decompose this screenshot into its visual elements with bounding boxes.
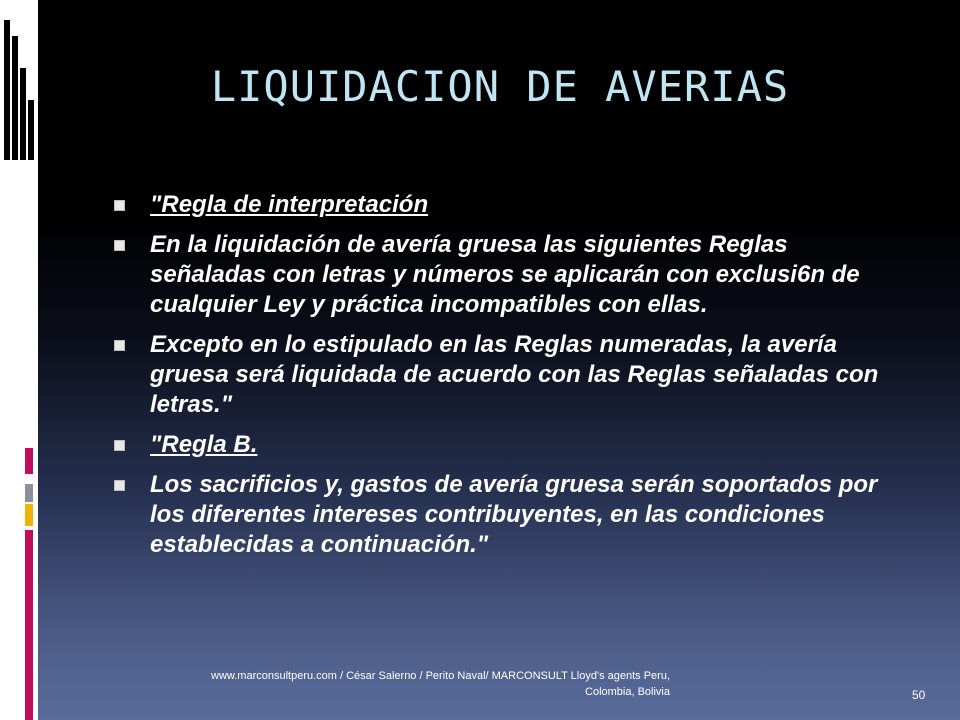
slide-title: LIQUIDACION DE AVERIAS [210,62,790,111]
footer-credit [100,668,670,700]
accent-bar-gray [25,484,33,502]
square-bullet-icon [114,240,125,251]
bullet-item [110,430,910,460]
decorative-bar [20,68,26,160]
footer-line: www.marconsultperu.com / César Salerno / Perito Naval/ MARCONSULT Lloyd's agents Peru, [211,670,670,682]
bullet-text: Los sacrificios y, gastos de avería gruesa serán soportados por los diferentes intereses contribuyentes, en las condiciones establecidas a continuación." [150,471,878,558]
bullet-item [110,330,910,420]
accent-bar-gold [25,504,33,526]
square-bullet-icon [114,200,125,211]
accent-bar-red [25,530,33,720]
accent-bar-red [25,448,33,474]
page-number: 50 [912,688,926,702]
footer-line: Colombia, Bolivia [585,686,670,698]
bullet-item [110,230,910,320]
left-decorative-strip [0,0,38,720]
bullet-item [110,190,910,220]
bullet-item [110,470,910,560]
bullet-text: Excepto en lo estipulado en las Reglas numeradas, la avería gruesa será liquidada de acuerdo con las Reglas señaladas con letras." [150,331,879,418]
square-bullet-icon [114,480,125,491]
bullet-text: "Regla B. [150,431,258,458]
square-bullet-icon [114,440,125,451]
square-bullet-icon [114,340,125,351]
bullet-text: En la liquidación de avería gruesa las siguientes Reglas señaladas con letras y números se aplicarán con exclusi6n de cualquier Ley y práctica incompatibles con ellas. [150,231,860,318]
decorative-bar [12,36,18,160]
bullet-list [110,190,910,570]
decorative-bar [28,100,34,160]
decorative-bar [4,20,10,160]
bullet-text: "Regla de interpretación [150,191,429,218]
